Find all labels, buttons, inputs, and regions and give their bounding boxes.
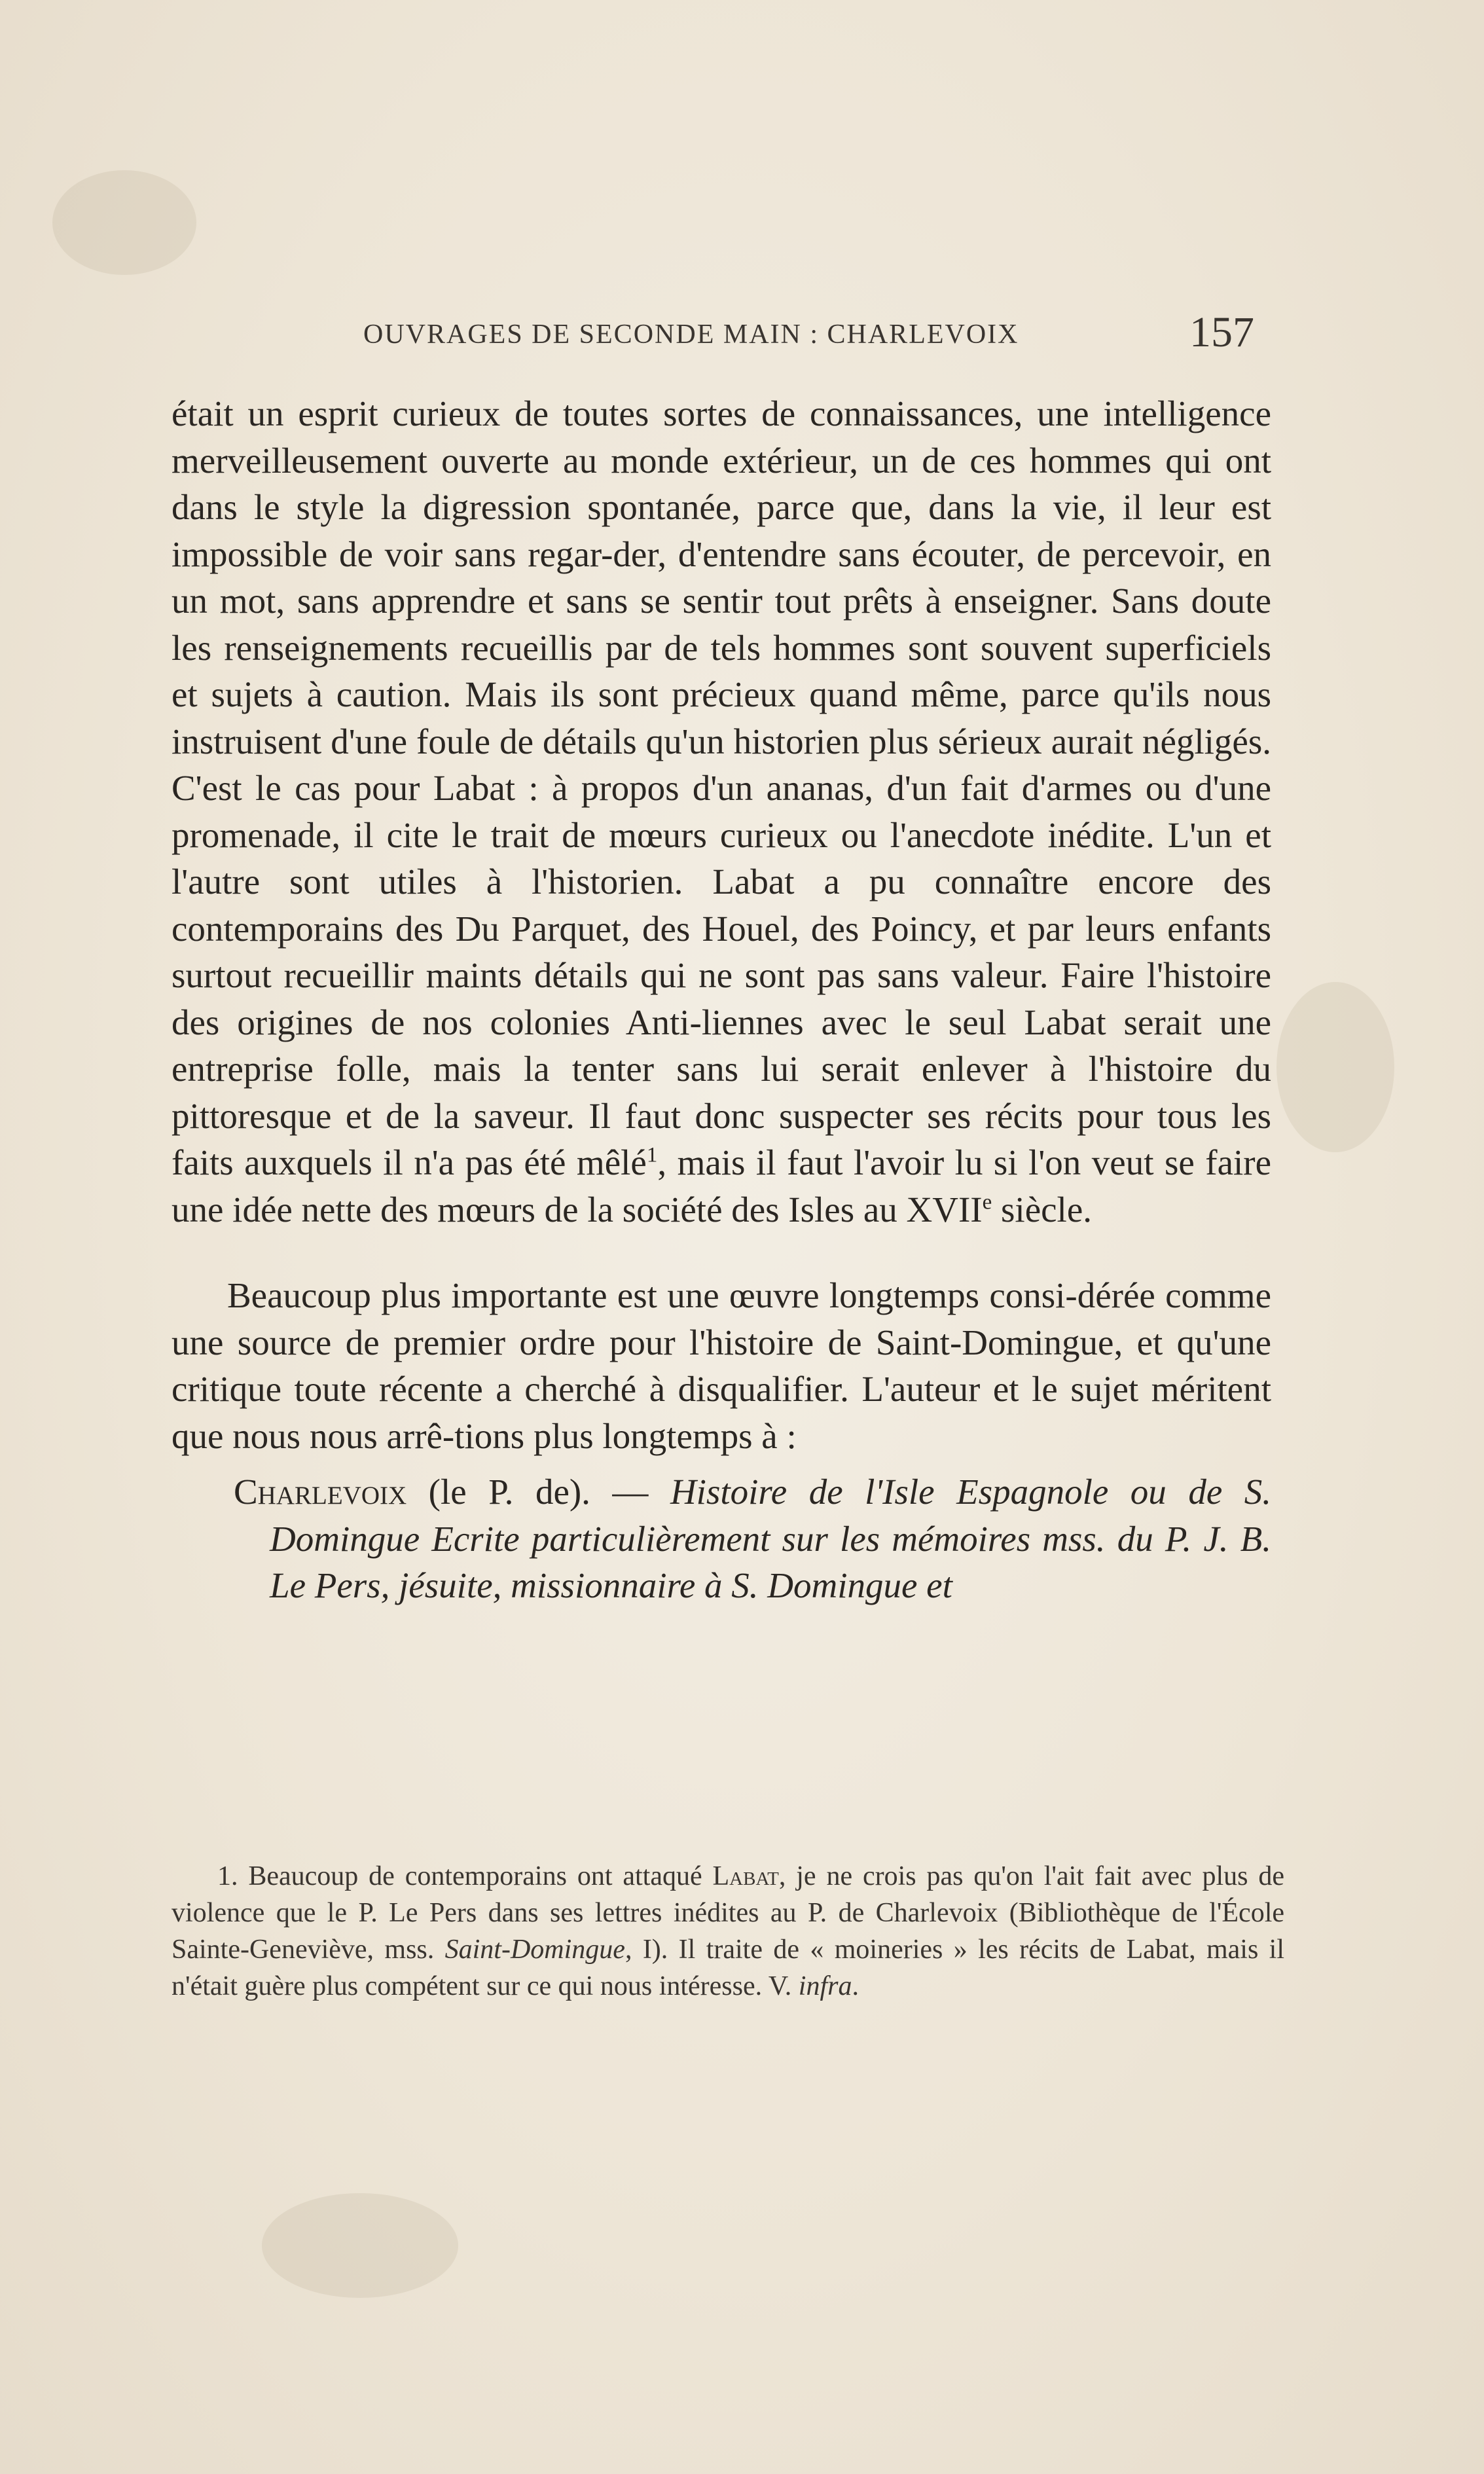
footnote-text: . bbox=[852, 1971, 859, 2001]
main-text bbox=[172, 390, 1271, 1609]
page-number: 157 bbox=[1189, 308, 1254, 356]
running-header: OUVRAGES DE SECONDE MAIN : CHARLEVOIX bbox=[363, 319, 1019, 350]
footnote-saint-domingue: Saint-Domingue bbox=[444, 1935, 625, 1965]
footnote-text: , je ne crois pas qu'on l'ait fait avec plus de violence que le P. Le Pers dans ses lettres inédites au P. de Charlevoix (Bibliothèque de l'École Sainte-Geneviève, mss. bbox=[172, 1861, 1284, 1965]
footnote bbox=[172, 1858, 1284, 2005]
paper-stain bbox=[1276, 982, 1394, 1152]
footnote-number: 1. bbox=[217, 1861, 238, 1891]
paper-stain bbox=[52, 170, 196, 275]
footnote-text: , I). Il traite de « moineries » les récits de Labat, mais il n'était guère plus compétent sur ce qui nous intéresse. V. bbox=[172, 1935, 1284, 2001]
paragraph-2: Beaucoup plus importante est une œuvre longtemps consi-dérée comme une source de premier ordre pour l'histoire de Saint-Domingue, et qu'une critique toute récente a cherché à disqualifier. L'auteur et le sujet méritent que nous nous arrê-tions plus longtemps à : bbox=[172, 1275, 1271, 1456]
footnote-infra: infra bbox=[798, 1971, 852, 2001]
century-suffix: e bbox=[982, 1190, 992, 1214]
bibliography-title: Histoire de l'Isle Espagnole ou de S. Domingue Ecrite particulièrement sur les mémoires mss. du P. J. B. Le Pers, jésuite, missionnaire à S. Domingue et bbox=[270, 1472, 1271, 1605]
paper-stain bbox=[262, 2193, 458, 2298]
footnote-text: Beaucoup de contemporains ont attaqué bbox=[238, 1861, 713, 1891]
paragraph-1-end: siècle. bbox=[992, 1189, 1092, 1229]
bibliography-author: Charlevoix bbox=[234, 1472, 407, 1512]
footnote-reference[interactable]: 1 bbox=[646, 1143, 658, 1167]
paragraph-1-continuation: , mais il faut l'avoir lu si l'on veut se faire une idée nette des mœurs de la société des Isles au bbox=[172, 1142, 1272, 1229]
paragraph-1 bbox=[172, 390, 1271, 1233]
bibliography-author-rest: (le P. de). — bbox=[407, 1472, 670, 1512]
footnote-labat: Labat bbox=[712, 1861, 779, 1891]
bibliography-entry bbox=[172, 1468, 1271, 1609]
century-numeral: XVII bbox=[906, 1189, 983, 1229]
paragraph-1-text: était un esprit curieux de toutes sortes de connaissances, une intelligence merveilleusement ouverte au monde extérieur, un de ces hommes qui ont dans le style la digression spontanée, parce que, dans la vie, il leur est impossible de voir sans regar-der, d'entendre sans écouter, de percevoir, en un mot, sans apprendre et sans se sentir tout prêts à enseigner. Sans doute les renseignements recueillis par de tels hommes sont souvent superficiels et sujets à caution. Mais ils sont précieux quand même, parce qu'ils nous instruisent d'une foule de détails qu'un historien plus sérieux aurait négligés. C'est le cas pour Labat : à propos d'un ananas, d'un fait d'armes ou d'une promenade, il cite le trait de mœurs curieux ou l'anecdote inédite. L'un et l'autre sont utiles à l'historien. Labat a pu connaître encore des contemporains des Du Parquet, des Houel, des Poincy, et par leurs enfants surtout recueillir maints détails qui ne sont pas sans valeur. Faire l'histoire des origines de nos colonies Anti-liennes avec le seul Labat serait une entreprise folle, mais la tenter sans lui serait enlever à l'histoire du pittoresque et de la saveur. Il faut donc suspecter ses récits pour tous les faits auxquels il n'a pas été mêlé bbox=[172, 393, 1271, 1182]
